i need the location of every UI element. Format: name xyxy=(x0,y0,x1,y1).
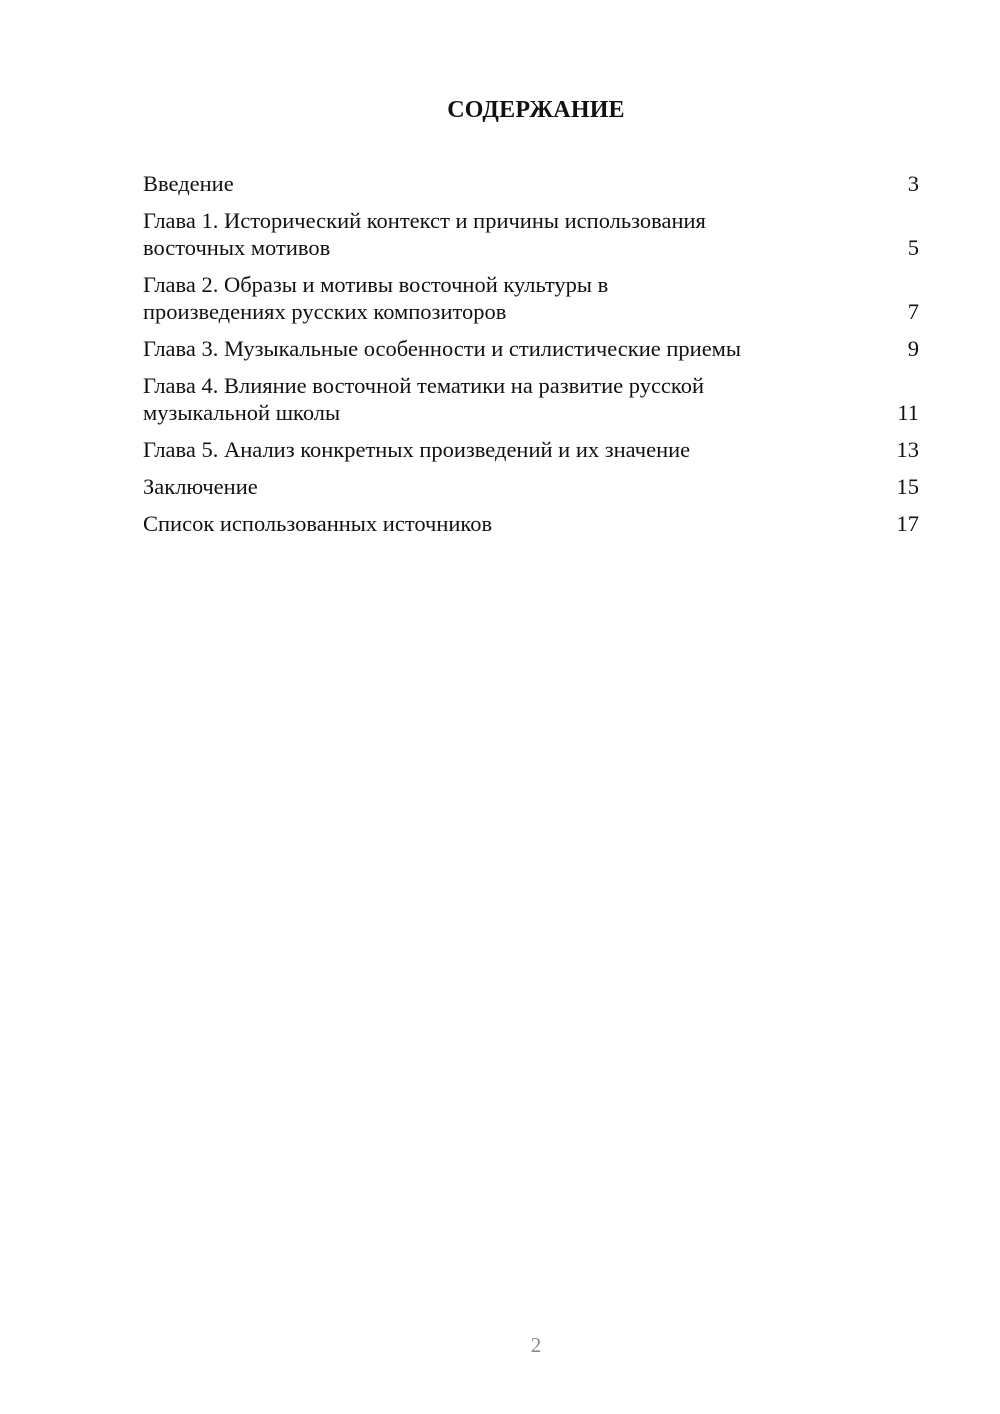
toc-entry-text: Глава 4. Влияние восточной тематики на развитие русской музыкальной школы xyxy=(143,373,704,425)
toc-entry-page: 11 xyxy=(897,400,919,425)
toc-entry-text: Список использованных источников xyxy=(143,511,493,536)
toc-entry-page: 3 xyxy=(907,171,919,196)
toc-entry-text: Глава 1. Исторический контекст и причины использования восточных мотивов xyxy=(143,208,706,260)
toc-entry-chapter-1 xyxy=(143,207,919,261)
toc-entry-page: 13 xyxy=(896,437,919,462)
toc-entry-page: 17 xyxy=(896,511,919,536)
toc-list xyxy=(143,170,919,547)
toc-entry-page: 7 xyxy=(907,299,919,324)
toc-entry-text: Глава 3. Музыкальные особенности и стилистические приемы xyxy=(143,336,742,361)
toc-entry-sources xyxy=(143,510,919,537)
toc-entry-page: 15 xyxy=(896,474,919,499)
toc-entry-text: Глава 5. Анализ конкретных произведений и их значение xyxy=(143,437,691,462)
page-number: 2 xyxy=(530,1333,542,1357)
toc-entry-chapter-5 xyxy=(143,436,919,463)
toc-entry-chapter-3 xyxy=(143,335,919,362)
toc-entry-introduction xyxy=(143,170,919,197)
toc-entry-text: Глава 2. Образы и мотивы восточной культуры в произведениях русских композиторов xyxy=(143,272,609,324)
toc-entry-conclusion xyxy=(143,473,919,500)
toc-entry-chapter-4 xyxy=(143,372,919,426)
toc-entry-text: Введение xyxy=(143,171,234,196)
toc-entry-page: 5 xyxy=(907,235,919,260)
toc-entry-page: 9 xyxy=(907,336,919,361)
toc-entry-text: Заключение xyxy=(143,474,258,499)
toc-title: СОДЕРЖАНИЕ xyxy=(447,97,625,123)
toc-entry-chapter-2 xyxy=(143,271,919,325)
